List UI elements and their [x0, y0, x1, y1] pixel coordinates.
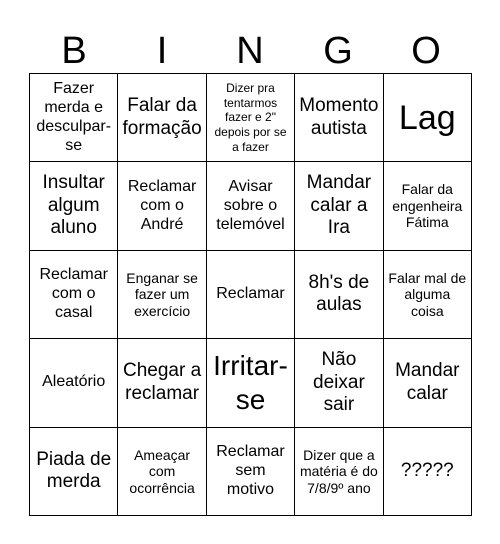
bingo-cell[interactable]: Dizer que a matéria é do 7/8/9º ano: [295, 428, 383, 516]
bingo-cell[interactable]: 8h's de aulas: [295, 251, 383, 339]
bingo-cell[interactable]: ?????: [384, 428, 472, 516]
bingo-cell[interactable]: Falar da engenheira Fátima: [384, 162, 472, 250]
bingo-cell[interactable]: Chegar a reclamar: [118, 339, 206, 427]
bingo-cell[interactable]: Não deixar sair: [295, 339, 383, 427]
header-letter-i: I: [156, 30, 168, 72]
bingo-cell[interactable]: Avisar sobre o telemóvel: [207, 162, 295, 250]
bingo-cell[interactable]: Reclamar: [207, 251, 295, 339]
bingo-cell[interactable]: Falar mal de alguma coisa: [384, 251, 472, 339]
header-letter-n: N: [236, 30, 264, 72]
header-letter-g: G: [323, 30, 353, 72]
bingo-cell[interactable]: Enganar se fazer um exercício: [118, 251, 206, 339]
header-letter-o: O: [411, 30, 441, 72]
bingo-cell[interactable]: Fazer merda e desculpar-se: [30, 74, 118, 162]
bingo-cell[interactable]: Dizer pra tentarmos fazer e 2" depois por se a fazer: [207, 74, 295, 162]
bingo-cell[interactable]: Aleatório: [30, 339, 118, 427]
header-letter-b: B: [61, 30, 87, 72]
bingo-cell[interactable]: Insultar algum aluno: [30, 162, 118, 250]
bingo-cell[interactable]: Reclamar sem motivo: [207, 428, 295, 516]
bingo-cell[interactable]: Piada de merda: [30, 428, 118, 516]
bingo-cell[interactable]: Falar da formação: [118, 74, 206, 162]
bingo-cell[interactable]: Ameaçar com ocorrência: [118, 428, 206, 516]
bingo-cell[interactable]: Reclamar com o André: [118, 162, 206, 250]
bingo-cell[interactable]: Mandar calar: [384, 339, 472, 427]
bingo-cell[interactable]: Momento autista: [295, 74, 383, 162]
bingo-board: [29, 73, 472, 516]
bingo-cell[interactable]: Irritar-se: [207, 339, 295, 427]
bingo-cell[interactable]: Lag: [384, 74, 472, 162]
bingo-header: [30, 30, 470, 72]
bingo-cell[interactable]: Reclamar com o casal: [30, 251, 118, 339]
bingo-cell[interactable]: Mandar calar a Ira: [295, 162, 383, 250]
